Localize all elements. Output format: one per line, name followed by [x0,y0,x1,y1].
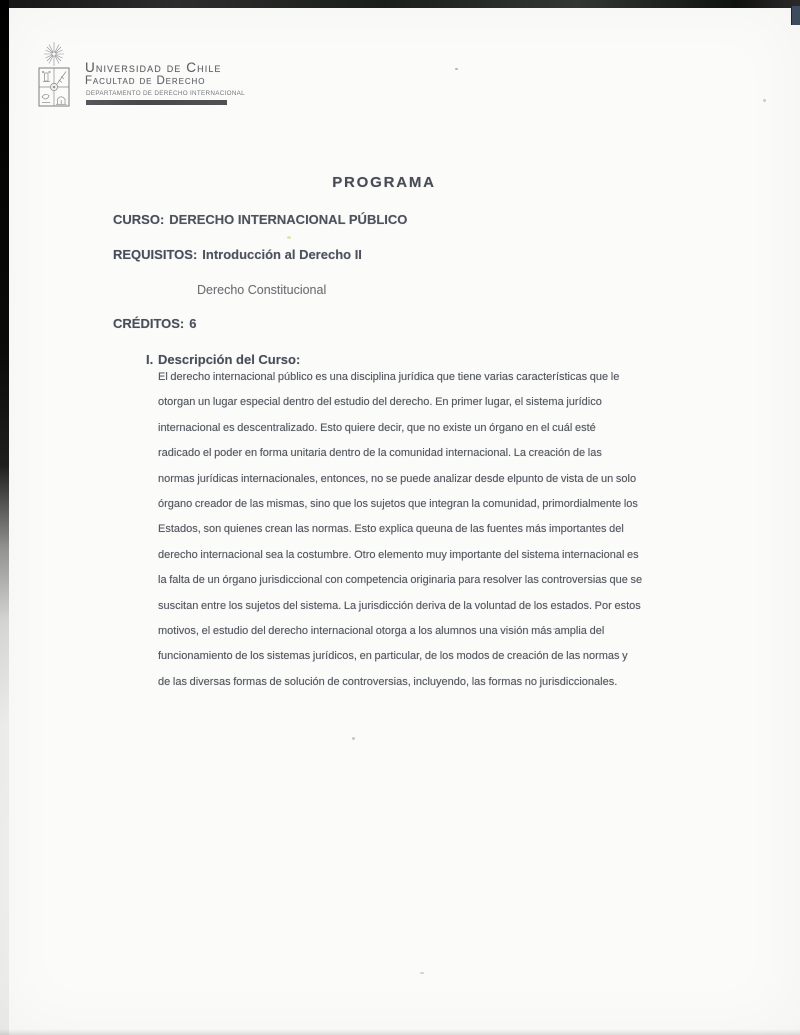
paragraph-line: funcionamiento de los sistemas jurídicos, en particular, de los modos de creación de las normas y [158,650,628,663]
scan-speck [352,737,355,740]
scan-edge-bottom [0,1029,800,1035]
scan-speck [455,68,458,70]
letterhead-underline-bar [86,100,227,105]
paragraph-line: derecho internacional sea la costumbre. Otro elemento muy importante del sistema internacional es [158,548,639,561]
curso-label: CURSO: [113,212,165,227]
creditos-label: CRÉDITOS: [113,316,185,331]
scan-edge-left [0,0,9,1035]
universidad-de-chile-crest-icon [36,42,72,108]
curso-value: DERECHO INTERNACIONAL PÚBLICO [169,212,408,227]
paragraph-line: El derecho internacional público es una disciplina jurídica que tiene varias características que le [158,371,620,383]
requisitos-label: REQUISITOS: [113,247,198,262]
section-number: I. [146,352,154,367]
scan-mark-corner [791,6,800,25]
paragraph-line: órgano creador de las mismas, sino que los sujetos que integran la comunidad, primordialmente los [158,497,638,510]
creditos-line [113,316,197,331]
requisitos-value-1: Introducción al Derecho II [202,247,362,262]
scan-speck [287,236,291,239]
creditos-value: 6 [189,316,197,331]
paragraph-line: la falta de un órgano jurisdiccional con competencia originaria para resolver las controversias que se [158,574,643,587]
scan-edge-top [0,0,800,8]
curso-line [113,212,407,227]
paragraph-line: internacional es descentralizado. Esto quiere decir, que no existe un órgano en el cuál esté [158,421,596,434]
requisitos-line [113,247,362,262]
paragraph-line: motivos, el estudio del derecho internacional otorga a los alumnos una visión más amplia del [158,624,605,637]
paragraph-line: otorgan un lugar especial dentro del estudio del derecho. En primer lugar, el sistema jurídico [158,396,602,409]
faculty-name: Facultad de Derecho [85,75,206,87]
page-title: PROGRAMA [332,174,436,191]
course-description-paragraph [158,365,694,695]
requisitos-value-2: Derecho Constitucional [197,283,327,297]
paragraph-line: Estados, son quienes crean las normas. Esto explica queuna de las fuentes más importantes del [158,523,624,536]
scan-speck [763,99,766,102]
paragraph-line: normas jurídicas internacionales, entonces, no se puede analizar desde elpunto de vista de un solo [158,472,637,485]
section-title: Descripción del Curso: [158,352,301,367]
university-name: Universidad de Chile [85,60,222,75]
department-name: DEPARTAMENTO DE DERECHO INTERNACIONAL [86,90,245,97]
paragraph-line: de las diversas formas de solución de controversias, incluyendo, las formas no jurisdiccionales. [158,675,618,688]
scan-speck [420,972,424,974]
paragraph-line: suscitan entre los sujetos del sistema. La jurisdicción deriva de la voluntad de los estados. Por estos [158,599,641,612]
paragraph-line: radicado el poder en forma unitaria dentro de la comunidad internacional. La creación de las [158,447,602,460]
